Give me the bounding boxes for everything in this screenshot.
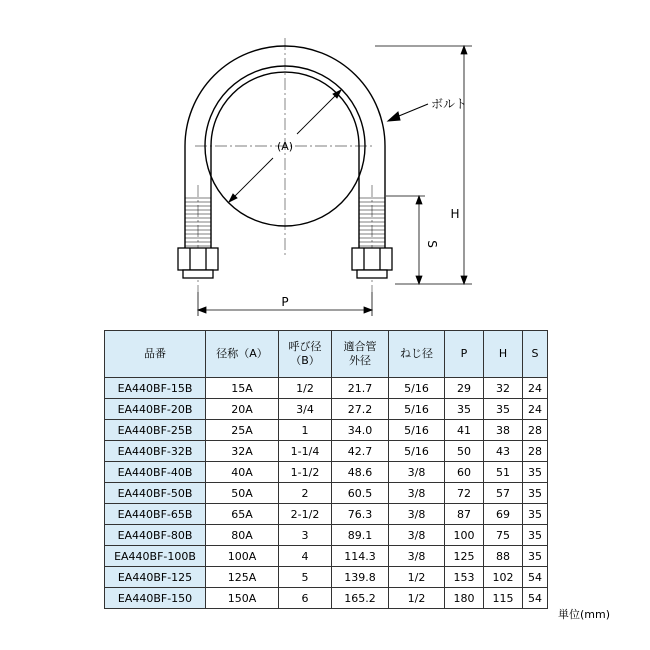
table-cell: 35 [523,525,548,546]
header-size-a: 径称（A） [206,331,279,378]
table-cell: 3/8 [389,462,445,483]
table-cell: 87 [445,504,484,525]
table-cell: 2 [279,483,332,504]
table-cell: 3/4 [279,399,332,420]
table-cell: 3/8 [389,546,445,567]
table-cell: 24 [523,378,548,399]
table-cell: 35 [523,462,548,483]
table-row [105,378,548,399]
table-cell: 28 [523,441,548,462]
table-cell: 57 [484,483,523,504]
table-cell: 5/16 [389,399,445,420]
header-model: 品番 [105,331,206,378]
table-cell: 34.0 [332,420,389,441]
table-cell: 32A [206,441,279,462]
table-cell: 5/16 [389,441,445,462]
table-cell: 48.6 [332,462,389,483]
table-row [105,462,548,483]
table-cell: 114.3 [332,546,389,567]
table-cell: 41 [445,420,484,441]
bolt-label: ボルト [431,97,468,111]
table-cell: 100A [206,546,279,567]
table-cell: 153 [445,567,484,588]
table-cell: 60 [445,462,484,483]
table-cell-model: EA440BF-20B [105,399,206,420]
table-header-row [105,331,548,378]
header-thread: ねじ径 [389,331,445,378]
table-cell: 35 [445,399,484,420]
table-row [105,399,548,420]
table-cell-model: EA440BF-32B [105,441,206,462]
table-cell: 35 [523,504,548,525]
header-p: P [445,331,484,378]
diameter-label: (A) [276,140,294,153]
table-cell: 25A [206,420,279,441]
table-cell-model: EA440BF-50B [105,483,206,504]
table-cell: 5/16 [389,420,445,441]
table-cell: 3 [279,525,332,546]
table-row [105,525,548,546]
table-cell: 1-1/2 [279,462,332,483]
table-row [105,567,548,588]
table-cell: 50 [445,441,484,462]
table-row [105,483,548,504]
table-cell: 1/2 [389,588,445,609]
table-cell: 35 [484,399,523,420]
table-cell-model: EA440BF-40B [105,462,206,483]
table-cell: 32 [484,378,523,399]
table-cell: 21.7 [332,378,389,399]
table-cell: 75 [484,525,523,546]
diameter-line-lower [229,158,273,202]
table-cell: 42.7 [332,441,389,462]
table-cell: 5 [279,567,332,588]
table-cell: 80A [206,525,279,546]
table-cell: 115 [484,588,523,609]
table-cell: 54 [523,588,548,609]
table-row [105,546,548,567]
spec-table [104,330,548,609]
table-cell: 1 [279,420,332,441]
header-s: S [523,331,548,378]
table-cell: 100 [445,525,484,546]
table-cell: 69 [484,504,523,525]
table-cell: 76.3 [332,504,389,525]
table-cell: 28 [523,420,548,441]
table-cell: 3/8 [389,525,445,546]
table-cell: 65A [206,504,279,525]
table-cell: 1-1/4 [279,441,332,462]
table-row [105,588,548,609]
table-cell: 2-1/2 [279,504,332,525]
table-cell-model: EA440BF-65B [105,504,206,525]
table-cell: 60.5 [332,483,389,504]
table-cell: 40A [206,462,279,483]
header-h: H [484,331,523,378]
table-cell: 150A [206,588,279,609]
table-cell: 27.2 [332,399,389,420]
table-cell: 3/8 [389,483,445,504]
p-label: P [281,295,289,309]
table-cell: 1/2 [389,567,445,588]
table-cell: 35 [523,483,548,504]
table-cell: 15A [206,378,279,399]
table-cell: 72 [445,483,484,504]
table-cell: 24 [523,399,548,420]
left-nut [178,248,218,278]
table-cell: 88 [484,546,523,567]
table-cell-model: EA440BF-150 [105,588,206,609]
table-cell: 43 [484,441,523,462]
table-cell: 51 [484,462,523,483]
table-cell: 3/8 [389,504,445,525]
table-cell: 6 [279,588,332,609]
table-cell: 180 [445,588,484,609]
table-cell-model: EA440BF-15B [105,378,206,399]
table-cell: 5/16 [389,378,445,399]
table-cell-model: EA440BF-125 [105,567,206,588]
table-cell: 29 [445,378,484,399]
unit-note: 単位(mm) [558,608,611,621]
table-row [105,504,548,525]
table-cell: 54 [523,567,548,588]
table-cell: 139.8 [332,567,389,588]
table-cell-model: EA440BF-80B [105,525,206,546]
table-cell: 4 [279,546,332,567]
header-nominal-b: 呼び径 （B） [279,331,332,378]
header-pipe-od: 適合管 外径 [332,331,389,378]
table-cell: 50A [206,483,279,504]
table-cell: 89.1 [332,525,389,546]
table-row [105,441,548,462]
s-label: S [425,240,439,248]
right-nut [352,248,392,278]
table-cell: 102 [484,567,523,588]
table-cell: 20A [206,399,279,420]
diameter-line-upper [297,90,341,134]
table-cell: 1/2 [279,378,332,399]
table-cell-model: EA440BF-100B [105,546,206,567]
table-cell: 125A [206,567,279,588]
table-cell: 35 [523,546,548,567]
table-cell: 125 [445,546,484,567]
h-label: H [450,207,460,221]
table-row [105,420,548,441]
table-cell-model: EA440BF-25B [105,420,206,441]
table-cell: 165.2 [332,588,389,609]
table-cell: 38 [484,420,523,441]
